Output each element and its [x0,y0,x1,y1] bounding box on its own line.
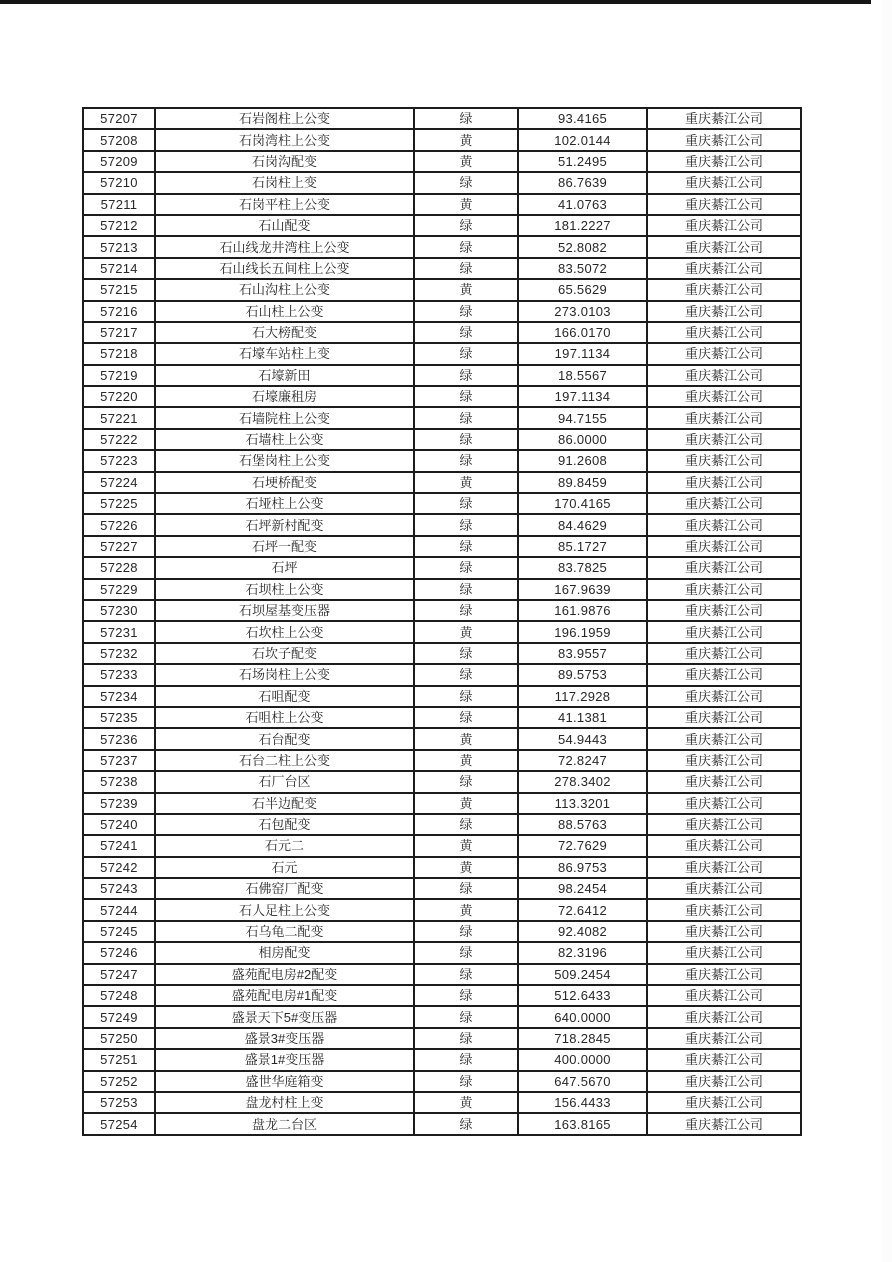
cell-company: 重庆綦江公司 [647,151,801,172]
table-row [83,407,801,428]
cell-id: 57223 [83,450,155,471]
scan-edge-right [882,0,892,1262]
cell-status: 黄 [414,621,518,642]
cell-name: 石大榜配变 [155,322,414,343]
cell-value: 18.5567 [518,365,647,386]
cell-status: 绿 [414,407,518,428]
cell-company: 重庆綦江公司 [647,514,801,535]
table-row [83,1092,801,1113]
table-row [83,215,801,236]
cell-name: 石岗柱上变 [155,172,414,193]
table-row [83,728,801,749]
table-row [83,343,801,364]
table-row [83,493,801,514]
cell-company: 重庆綦江公司 [647,429,801,450]
table-row [83,386,801,407]
cell-value: 640.0000 [518,1006,647,1027]
cell-name: 石埂桥配变 [155,472,414,493]
cell-value: 156.4433 [518,1092,647,1113]
cell-name: 石山沟柱上公变 [155,279,414,300]
cell-status: 黄 [414,728,518,749]
table-row [83,194,801,215]
table-row [83,151,801,172]
cell-id: 57240 [83,814,155,835]
cell-value: 65.5629 [518,279,647,300]
cell-company: 重庆綦江公司 [647,964,801,985]
cell-value: 83.9557 [518,643,647,664]
cell-company: 重庆綦江公司 [647,108,801,129]
cell-status: 绿 [414,814,518,835]
cell-status: 绿 [414,1049,518,1070]
cell-company: 重庆綦江公司 [647,407,801,428]
cell-value: 88.5763 [518,814,647,835]
cell-company: 重庆綦江公司 [647,386,801,407]
cell-company: 重庆綦江公司 [647,301,801,322]
cell-name: 盛景1#变压器 [155,1049,414,1070]
table-row [83,429,801,450]
cell-status: 绿 [414,557,518,578]
cell-id: 57222 [83,429,155,450]
cell-value: 54.9443 [518,728,647,749]
cell-value: 102.0144 [518,129,647,150]
cell-name: 石人足柱上公变 [155,899,414,920]
cell-value: 91.2608 [518,450,647,471]
table-row [83,835,801,856]
cell-id: 57251 [83,1049,155,1070]
cell-name: 石墙院柱上公变 [155,407,414,428]
cell-value: 196.1959 [518,621,647,642]
cell-id: 57229 [83,579,155,600]
cell-status: 绿 [414,493,518,514]
cell-status: 绿 [414,450,518,471]
cell-company: 重庆綦江公司 [647,985,801,1006]
cell-status: 绿 [414,514,518,535]
cell-name: 石半边配变 [155,793,414,814]
cell-status: 绿 [414,1028,518,1049]
cell-status: 绿 [414,664,518,685]
cell-name: 盘龙村柱上变 [155,1092,414,1113]
cell-id: 57249 [83,1006,155,1027]
cell-status: 绿 [414,215,518,236]
cell-status: 黄 [414,279,518,300]
cell-value: 52.8082 [518,236,647,257]
cell-id: 57253 [83,1092,155,1113]
cell-value: 278.3402 [518,771,647,792]
cell-id: 57225 [83,493,155,514]
table-row [83,857,801,878]
cell-id: 57219 [83,365,155,386]
cell-name: 石佛窑厂配变 [155,878,414,899]
cell-company: 重庆綦江公司 [647,1071,801,1092]
cell-company: 重庆綦江公司 [647,493,801,514]
cell-name: 石岗沟配变 [155,151,414,172]
cell-value: 98.2454 [518,878,647,899]
cell-value: 72.6412 [518,899,647,920]
cell-company: 重庆綦江公司 [647,857,801,878]
cell-company: 重庆綦江公司 [647,899,801,920]
cell-value: 197.1134 [518,343,647,364]
cell-status: 黄 [414,857,518,878]
cell-value: 718.2845 [518,1028,647,1049]
table-row [83,643,801,664]
cell-company: 重庆綦江公司 [647,129,801,150]
cell-id: 57220 [83,386,155,407]
table-row [83,472,801,493]
cell-company: 重庆綦江公司 [647,942,801,963]
cell-value: 89.5753 [518,664,647,685]
table-row [83,514,801,535]
cell-status: 绿 [414,985,518,1006]
cell-value: 117.2928 [518,686,647,707]
transformer-table [82,107,802,1136]
cell-status: 绿 [414,686,518,707]
cell-id: 57241 [83,835,155,856]
cell-name: 石山配变 [155,215,414,236]
cell-id: 57218 [83,343,155,364]
cell-company: 重庆綦江公司 [647,600,801,621]
cell-id: 57215 [83,279,155,300]
cell-id: 57207 [83,108,155,129]
cell-company: 重庆綦江公司 [647,686,801,707]
cell-status: 绿 [414,536,518,557]
cell-company: 重庆綦江公司 [647,450,801,471]
cell-id: 57233 [83,664,155,685]
cell-status: 黄 [414,1092,518,1113]
cell-value: 197.1134 [518,386,647,407]
cell-company: 重庆綦江公司 [647,643,801,664]
cell-value: 509.2454 [518,964,647,985]
cell-id: 57243 [83,878,155,899]
cell-id: 57242 [83,857,155,878]
cell-status: 绿 [414,429,518,450]
cell-name: 石壕廉租房 [155,386,414,407]
cell-value: 113.3201 [518,793,647,814]
cell-status: 绿 [414,1113,518,1135]
cell-status: 黄 [414,793,518,814]
cell-id: 57247 [83,964,155,985]
cell-company: 重庆綦江公司 [647,172,801,193]
table-row [83,707,801,728]
cell-company: 重庆綦江公司 [647,621,801,642]
cell-id: 57216 [83,301,155,322]
cell-value: 93.4165 [518,108,647,129]
table-row [83,600,801,621]
cell-id: 57214 [83,258,155,279]
cell-company: 重庆綦江公司 [647,322,801,343]
cell-name: 石咀配变 [155,686,414,707]
scan-edge-bar [0,0,871,4]
cell-status: 绿 [414,771,518,792]
cell-status: 黄 [414,151,518,172]
cell-company: 重庆綦江公司 [647,279,801,300]
cell-value: 84.4629 [518,514,647,535]
cell-value: 163.8165 [518,1113,647,1135]
cell-status: 绿 [414,942,518,963]
cell-value: 41.0763 [518,194,647,215]
cell-status: 绿 [414,579,518,600]
cell-value: 83.7825 [518,557,647,578]
cell-id: 57226 [83,514,155,535]
cell-name: 石堡岗柱上公变 [155,450,414,471]
table-row [83,964,801,985]
cell-value: 94.7155 [518,407,647,428]
cell-id: 57213 [83,236,155,257]
cell-company: 重庆綦江公司 [647,557,801,578]
cell-id: 57224 [83,472,155,493]
cell-value: 83.5072 [518,258,647,279]
cell-status: 绿 [414,964,518,985]
cell-id: 57244 [83,899,155,920]
cell-company: 重庆綦江公司 [647,921,801,942]
cell-name: 石坎子配变 [155,643,414,664]
cell-id: 57221 [83,407,155,428]
table-row [83,579,801,600]
cell-id: 57209 [83,151,155,172]
table-row [83,686,801,707]
cell-value: 86.7639 [518,172,647,193]
cell-value: 161.9876 [518,600,647,621]
table-row [83,942,801,963]
cell-status: 黄 [414,750,518,771]
cell-name: 石场岗柱上公变 [155,664,414,685]
cell-id: 57228 [83,557,155,578]
table-row [83,450,801,471]
table-row [83,301,801,322]
table-row [83,793,801,814]
cell-status: 绿 [414,236,518,257]
cell-value: 170.4165 [518,493,647,514]
cell-name: 石墙柱上公变 [155,429,414,450]
cell-status: 黄 [414,129,518,150]
cell-status: 绿 [414,172,518,193]
table-row [83,985,801,1006]
cell-status: 绿 [414,921,518,942]
cell-name: 盛景天下5#变压器 [155,1006,414,1027]
table-row [83,878,801,899]
cell-id: 57245 [83,921,155,942]
cell-status: 绿 [414,301,518,322]
cell-id: 57248 [83,985,155,1006]
cell-name: 石元二 [155,835,414,856]
cell-id: 57231 [83,621,155,642]
table-row [83,1006,801,1027]
cell-company: 重庆綦江公司 [647,750,801,771]
cell-status: 黄 [414,194,518,215]
table-row [83,322,801,343]
table-row [83,108,801,129]
cell-company: 重庆綦江公司 [647,215,801,236]
cell-status: 绿 [414,707,518,728]
cell-name: 石坝屋基变压器 [155,600,414,621]
cell-status: 黄 [414,899,518,920]
cell-status: 绿 [414,258,518,279]
cell-company: 重庆綦江公司 [647,1092,801,1113]
table-body [83,108,801,1135]
cell-value: 167.9639 [518,579,647,600]
cell-name: 石岩阁柱上公变 [155,108,414,129]
cell-name: 石山柱上公变 [155,301,414,322]
cell-name: 盛苑配电房#2配变 [155,964,414,985]
cell-company: 重庆綦江公司 [647,343,801,364]
cell-name: 石坪新村配变 [155,514,414,535]
cell-name: 石台配变 [155,728,414,749]
cell-name: 相房配变 [155,942,414,963]
table-row [83,621,801,642]
cell-id: 57237 [83,750,155,771]
cell-value: 181.2227 [518,215,647,236]
cell-value: 72.7629 [518,835,647,856]
cell-id: 57246 [83,942,155,963]
cell-status: 绿 [414,386,518,407]
cell-id: 57212 [83,215,155,236]
cell-company: 重庆綦江公司 [647,1113,801,1135]
cell-company: 重庆綦江公司 [647,707,801,728]
cell-value: 512.6433 [518,985,647,1006]
cell-id: 57250 [83,1028,155,1049]
cell-id: 57254 [83,1113,155,1135]
cell-id: 57211 [83,194,155,215]
cell-name: 石坝柱上公变 [155,579,414,600]
cell-name: 石坎柱上公变 [155,621,414,642]
cell-id: 57232 [83,643,155,664]
cell-name: 石岗湾柱上公变 [155,129,414,150]
cell-company: 重庆綦江公司 [647,1028,801,1049]
table-row [83,921,801,942]
cell-id: 57239 [83,793,155,814]
cell-name: 石元 [155,857,414,878]
cell-value: 166.0170 [518,322,647,343]
cell-name: 石乌龟二配变 [155,921,414,942]
table-row [83,750,801,771]
cell-name: 石垭柱上公变 [155,493,414,514]
cell-value: 273.0103 [518,301,647,322]
cell-value: 82.3196 [518,942,647,963]
table-row [83,236,801,257]
table-row [83,771,801,792]
cell-company: 重庆綦江公司 [647,664,801,685]
cell-status: 绿 [414,1071,518,1092]
cell-name: 石厂台区 [155,771,414,792]
cell-value: 86.0000 [518,429,647,450]
table-row [83,172,801,193]
cell-status: 绿 [414,108,518,129]
cell-id: 57235 [83,707,155,728]
table-row [83,1113,801,1135]
cell-company: 重庆綦江公司 [647,365,801,386]
cell-id: 57252 [83,1071,155,1092]
cell-company: 重庆綦江公司 [647,1049,801,1070]
cell-name: 盛景3#变压器 [155,1028,414,1049]
table-row [83,557,801,578]
table-row [83,664,801,685]
cell-id: 57217 [83,322,155,343]
cell-value: 72.8247 [518,750,647,771]
cell-status: 黄 [414,472,518,493]
cell-name: 石坪 [155,557,414,578]
cell-company: 重庆綦江公司 [647,579,801,600]
cell-company: 重庆綦江公司 [647,1006,801,1027]
cell-id: 57230 [83,600,155,621]
cell-company: 重庆綦江公司 [647,472,801,493]
cell-value: 89.8459 [518,472,647,493]
cell-company: 重庆綦江公司 [647,814,801,835]
cell-company: 重庆綦江公司 [647,194,801,215]
cell-name: 盘龙二台区 [155,1113,414,1135]
cell-name: 石包配变 [155,814,414,835]
cell-status: 绿 [414,343,518,364]
cell-value: 86.9753 [518,857,647,878]
cell-value: 92.4082 [518,921,647,942]
cell-name: 石山线龙井湾柱上公变 [155,236,414,257]
cell-company: 重庆綦江公司 [647,258,801,279]
cell-company: 重庆綦江公司 [647,835,801,856]
cell-name: 石坪一配变 [155,536,414,557]
cell-value: 41.1381 [518,707,647,728]
table-row [83,365,801,386]
cell-value: 647.5670 [518,1071,647,1092]
cell-value: 85.1727 [518,536,647,557]
table-row [83,258,801,279]
cell-company: 重庆綦江公司 [647,236,801,257]
table-row [83,1049,801,1070]
cell-company: 重庆綦江公司 [647,536,801,557]
table-row [83,814,801,835]
cell-id: 57210 [83,172,155,193]
cell-id: 57236 [83,728,155,749]
cell-company: 重庆綦江公司 [647,728,801,749]
cell-name: 石山线长五间柱上公变 [155,258,414,279]
cell-name: 盛世华庭箱变 [155,1071,414,1092]
cell-status: 绿 [414,1006,518,1027]
cell-id: 57238 [83,771,155,792]
cell-value: 400.0000 [518,1049,647,1070]
table-row [83,899,801,920]
cell-status: 绿 [414,322,518,343]
cell-name: 石咀柱上公变 [155,707,414,728]
table-row [83,129,801,150]
cell-company: 重庆綦江公司 [647,878,801,899]
cell-name: 石壕车站柱上变 [155,343,414,364]
cell-name: 石壕新田 [155,365,414,386]
cell-id: 57208 [83,129,155,150]
cell-status: 绿 [414,643,518,664]
cell-id: 57234 [83,686,155,707]
table-row [83,279,801,300]
table-row [83,536,801,557]
cell-status: 绿 [414,878,518,899]
cell-name: 石台二柱上公变 [155,750,414,771]
cell-id: 57227 [83,536,155,557]
cell-name: 石岗平柱上公变 [155,194,414,215]
cell-status: 绿 [414,600,518,621]
cell-company: 重庆綦江公司 [647,771,801,792]
cell-status: 黄 [414,835,518,856]
cell-value: 51.2495 [518,151,647,172]
table-row [83,1071,801,1092]
cell-status: 绿 [414,365,518,386]
cell-company: 重庆綦江公司 [647,793,801,814]
table-row [83,1028,801,1049]
cell-name: 盛苑配电房#1配变 [155,985,414,1006]
